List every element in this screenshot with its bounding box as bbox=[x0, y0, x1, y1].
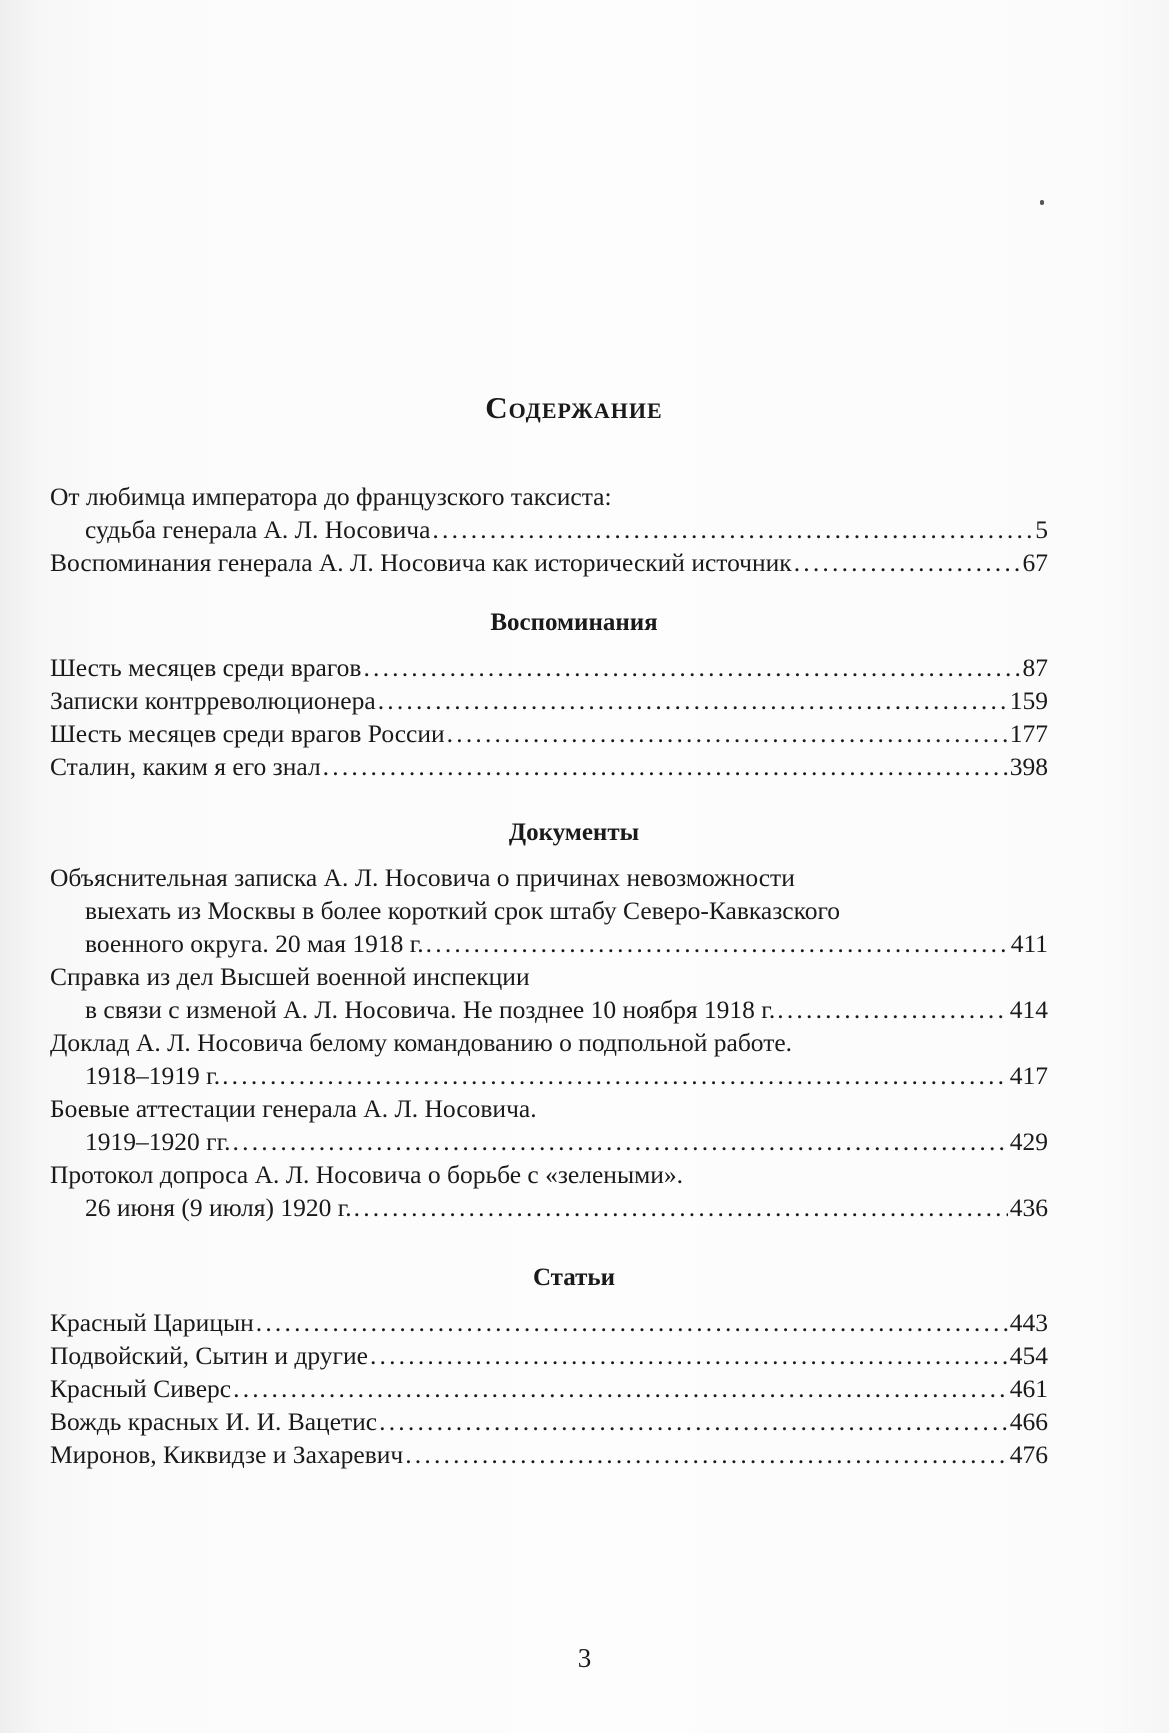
entry-title: Сталин, каким я его знал bbox=[50, 752, 321, 781]
entry-last-line bbox=[50, 546, 1048, 579]
dot-leader bbox=[222, 1059, 1008, 1087]
entry-line: Доклад А. Л. Носовича белому командованию о подпольной работе. bbox=[50, 1028, 793, 1057]
entry-title: в связи с изменой А. Л. Носовича. Не позднее 10 ноября 1918 г. bbox=[85, 995, 776, 1024]
entry-page: 159 bbox=[1009, 686, 1048, 715]
entry-title: военного округа. 20 мая 1918 г. bbox=[85, 929, 424, 958]
dot-leader bbox=[233, 1125, 1008, 1153]
entry-title: Миронов, Киквидзе и Захаревич bbox=[50, 1440, 404, 1469]
entry-page: 461 bbox=[1009, 1374, 1048, 1403]
entry-line: Объяснительная записка А. Л. Носовича о причинах невозможности bbox=[50, 863, 795, 892]
entry-last-line bbox=[50, 1059, 1048, 1092]
dot-leader bbox=[426, 927, 1009, 955]
toc-entry[interactable] bbox=[50, 480, 1048, 546]
entry-page: 417 bbox=[1009, 1061, 1048, 1090]
entry-title: Воспоминания генерала А. Л. Носовича как исторический источник bbox=[50, 548, 792, 577]
entry-title: Красный Царицын bbox=[50, 1308, 254, 1337]
entry-line: выехать из Москвы в более короткий срок штабу Северо-Кавказского bbox=[85, 896, 841, 925]
dot-leader bbox=[794, 546, 1021, 574]
toc-entry[interactable] bbox=[50, 1372, 1048, 1405]
toc-entry[interactable] bbox=[50, 1438, 1048, 1471]
section-entries bbox=[50, 861, 1048, 1224]
toc-entry[interactable] bbox=[50, 1092, 1048, 1158]
entry-title: Шесть месяцев среди врагов России bbox=[50, 719, 445, 748]
toc-entry[interactable] bbox=[50, 651, 1048, 684]
entry-title: судьба генерала А. Л. Носовича bbox=[85, 515, 431, 544]
toc-entry[interactable] bbox=[50, 750, 1048, 783]
entry-title: Записки контрреволюционера bbox=[50, 686, 376, 715]
entry-page: 476 bbox=[1009, 1440, 1048, 1469]
entry-title: 26 июня (9 июля) 1920 г. bbox=[85, 1193, 352, 1222]
dot-leader bbox=[256, 1306, 1008, 1334]
dot-leader bbox=[233, 1372, 1008, 1400]
toc-entry[interactable] bbox=[50, 1405, 1048, 1438]
entry-page: 67 bbox=[1022, 548, 1048, 577]
entry-page: 177 bbox=[1009, 719, 1048, 748]
entry-page: 87 bbox=[1022, 653, 1048, 682]
dot-leader bbox=[378, 684, 1008, 712]
entry-last-line bbox=[50, 927, 1048, 960]
entry-last-line bbox=[50, 1125, 1048, 1158]
entry-page: 5 bbox=[1035, 515, 1048, 544]
toc-entry[interactable] bbox=[50, 1158, 1048, 1224]
section-heading: Воспоминания bbox=[490, 609, 658, 636]
entry-last-line bbox=[50, 1339, 1048, 1372]
dot-leader bbox=[432, 513, 1033, 541]
toc-entry[interactable] bbox=[50, 960, 1048, 1026]
entry-last-line bbox=[50, 651, 1048, 684]
entry-last-line bbox=[50, 513, 1048, 546]
entry-last-line bbox=[50, 684, 1048, 717]
dot-leader bbox=[777, 993, 1007, 1021]
dot-leader bbox=[379, 1405, 1008, 1433]
entry-page: 411 bbox=[1010, 929, 1048, 958]
entry-last-line bbox=[50, 1306, 1048, 1339]
entry-last-line bbox=[50, 993, 1048, 1026]
entry-page: 436 bbox=[1009, 1193, 1048, 1222]
section-entries bbox=[50, 1306, 1048, 1471]
entry-title: Подвойский, Сытин и другие bbox=[50, 1341, 368, 1370]
toc-entry[interactable] bbox=[50, 1339, 1048, 1372]
dot-leader bbox=[405, 1438, 1008, 1466]
dot-leader bbox=[370, 1339, 1008, 1367]
entry-page: 443 bbox=[1009, 1308, 1048, 1337]
page-title: Содержание bbox=[485, 390, 663, 425]
entry-page: 414 bbox=[1009, 995, 1048, 1024]
table-of-contents bbox=[50, 390, 1048, 1471]
toc-entry[interactable] bbox=[50, 1026, 1048, 1092]
entry-page: 429 bbox=[1009, 1127, 1048, 1156]
toc-entry[interactable] bbox=[50, 1306, 1048, 1339]
entry-last-line bbox=[50, 1372, 1048, 1405]
entry-last-line bbox=[50, 1191, 1048, 1224]
entry-line: Справка из дел Высшей военной инспекции bbox=[50, 962, 530, 991]
entry-title: 1918–1919 г. bbox=[85, 1061, 221, 1090]
dot-leader bbox=[323, 750, 1008, 778]
page-number: 3 bbox=[577, 1643, 592, 1673]
entry-page: 454 bbox=[1009, 1341, 1048, 1370]
section-heading: Документы bbox=[508, 819, 640, 846]
dot-leader bbox=[354, 1191, 1008, 1219]
entry-title: Шесть месяцев среди врагов bbox=[50, 653, 362, 682]
entry-line: Протокол допроса А. Л. Носовича о борьбе с «зелеными». bbox=[50, 1160, 683, 1189]
dot-leader bbox=[447, 717, 1008, 745]
entry-title: 1919–1920 гг. bbox=[85, 1127, 231, 1156]
section-heading: Статьи bbox=[532, 1264, 616, 1291]
entry-title: Красный Сиверс bbox=[50, 1374, 232, 1403]
entry-last-line bbox=[50, 1438, 1048, 1471]
entry-page: 466 bbox=[1009, 1407, 1048, 1436]
entry-page: 398 bbox=[1009, 752, 1048, 781]
dot-leader bbox=[363, 651, 1020, 679]
section-entries bbox=[50, 651, 1048, 783]
entry-title: Вождь красных И. И. Вацетис bbox=[50, 1407, 378, 1436]
ink-speck bbox=[1040, 200, 1044, 205]
entry-line: От любимца императора до французского таксиста: bbox=[50, 482, 612, 511]
toc-entry[interactable] bbox=[50, 546, 1048, 579]
toc-entry[interactable] bbox=[50, 717, 1048, 750]
entry-last-line bbox=[50, 717, 1048, 750]
entry-last-line bbox=[50, 1405, 1048, 1438]
toc-entry[interactable] bbox=[50, 684, 1048, 717]
entry-line: Боевые аттестации генерала А. Л. Носовича. bbox=[50, 1094, 537, 1123]
intro-entries bbox=[50, 480, 1048, 579]
toc-entry[interactable] bbox=[50, 861, 1048, 960]
entry-last-line bbox=[50, 750, 1048, 783]
